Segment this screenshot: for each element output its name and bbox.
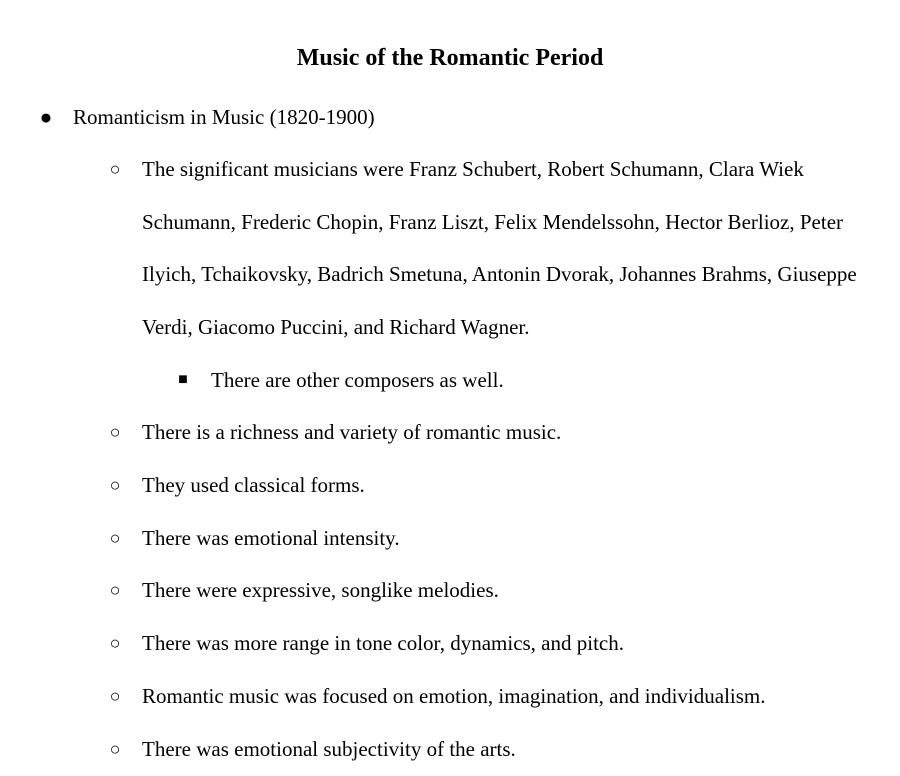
- list-item-classical-forms: They used classical forms.: [142, 473, 365, 497]
- bullet-level1: ○: [109, 633, 121, 653]
- bullet-level1: ○: [109, 422, 121, 442]
- bullet-level1: ○: [109, 475, 121, 495]
- list-subitem-other-composers: There are other composers as well.: [211, 368, 504, 392]
- list-item-musicians: The significant musicians were Franz Schubert, Robert Schumann, Clara Wiek Schumann, Frederic Chopin, Franz Liszt, Felix Mendelssohn, Hector Berlioz, Peter Ilyich, Tchaikovsky, Badrich Smetuna, Antonin Dvorak, Johannes Brahms, Giuseppe Verdi, Giacomo Puccini, and Richard Wagner.: [142, 157, 857, 340]
- bullet-level1: ○: [109, 580, 121, 600]
- bullet-level1: ○: [109, 739, 121, 759]
- bullet-level2: ■: [178, 371, 188, 388]
- list-item-subjectivity: There was emotional subjectivity of the arts.: [142, 737, 516, 761]
- list-item-emotional-intensity: There was emotional intensity.: [142, 526, 400, 550]
- list-item-melodies: There were expressive, songlike melodies.: [142, 578, 499, 602]
- list-item-richness: There is a richness and variety of romantic music.: [142, 420, 562, 444]
- list-item-focus: Romantic music was focused on emotion, imagination, and individualism.: [142, 684, 766, 708]
- list-item-range: There was more range in tone color, dynamics, and pitch.: [142, 631, 624, 655]
- page-title: Music of the Romantic Period: [296, 45, 604, 71]
- bullet-level1: ○: [109, 159, 121, 179]
- outline-heading: Romanticism in Music (1820-1900): [73, 105, 375, 129]
- bullet-level0: ●: [39, 105, 53, 129]
- bullet-level1: ○: [109, 528, 121, 548]
- bullet-level1: ○: [109, 686, 121, 706]
